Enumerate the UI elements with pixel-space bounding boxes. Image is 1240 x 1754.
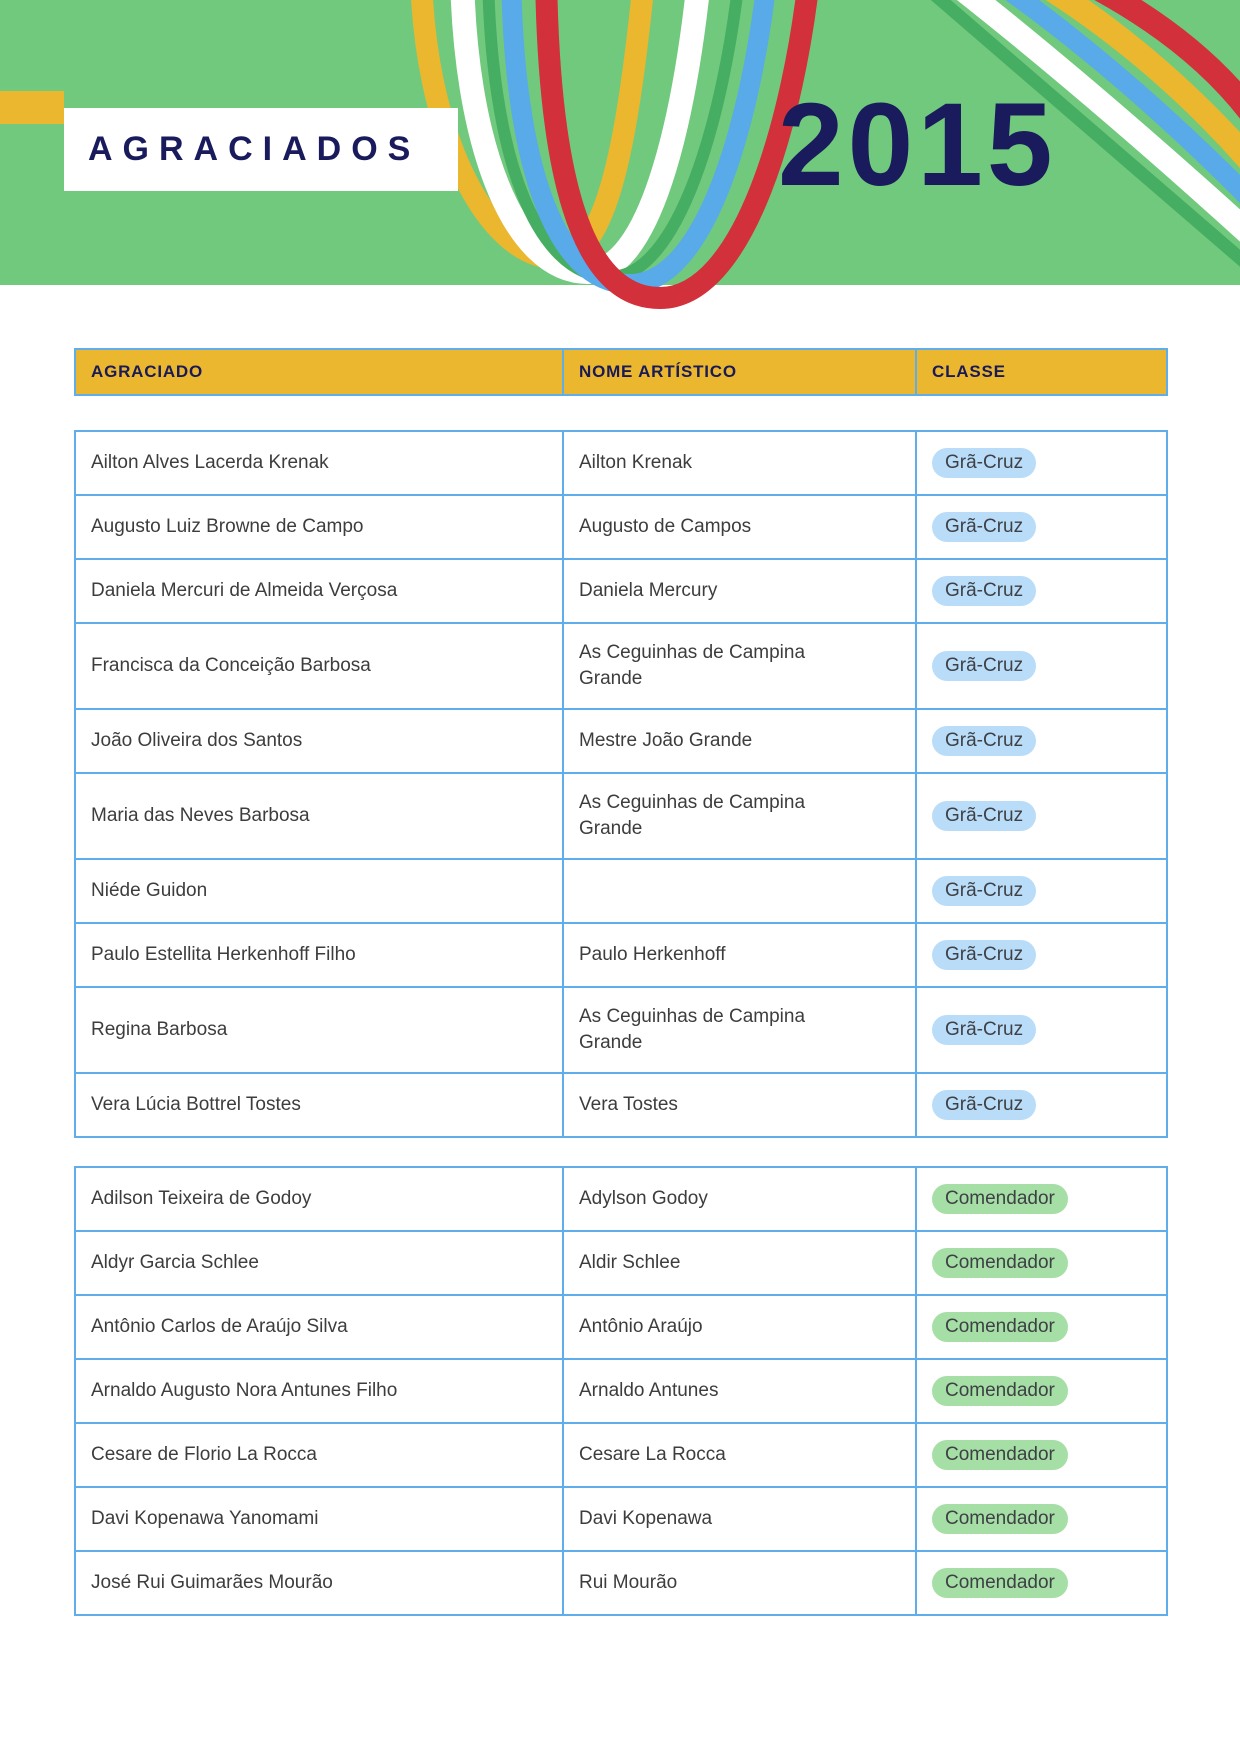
nome-artistico-text: Rui Mourão [579,1572,678,1593]
table-row [75,859,1167,923]
cell-agraciado: Vera Lúcia Bottrel Tostes [75,1073,563,1137]
column-header-strip [74,348,1168,396]
cell-classe [916,859,1167,923]
cell-classe [916,709,1167,773]
classe-badge: Grã-Cruz [932,801,1036,831]
page-title: AGRACIADOS [88,130,421,168]
cell-classe [916,773,1167,859]
cell-agraciado: Cesare de Florio La Rocca [75,1423,563,1487]
column-header-row [75,349,1167,395]
table-row [75,709,1167,773]
table-row [75,431,1167,495]
cell-nome-artistico [563,431,916,495]
cell-classe [916,1551,1167,1615]
classe-badge: Grã-Cruz [932,576,1036,606]
table-row [75,1231,1167,1295]
nome-artistico-text: Adylson Godoy [579,1188,708,1209]
cell-agraciado: Ailton Alves Lacerda Krenak [75,431,563,495]
nome-artistico-text: Ailton Krenak [579,452,693,473]
classe-badge: Grã-Cruz [932,1090,1036,1120]
nome-artistico-text: As Ceguinhas de Campina Grande [579,1006,806,1053]
cell-nome-artistico [563,709,916,773]
table-row [75,559,1167,623]
table-row [75,1551,1167,1615]
cell-nome-artistico [563,623,916,709]
classe-badge: Comendador [932,1184,1068,1214]
table-row [75,1295,1167,1359]
table-row [75,1167,1167,1231]
column-header-classe: CLASSE [916,349,1167,395]
nome-artistico-text: As Ceguinhas de Campina Grande [579,792,806,839]
column-header-nome-artistico: NOME ARTÍSTICO [563,349,916,395]
nome-artistico-text: Mestre João Grande [579,730,753,751]
cell-agraciado: Augusto Luiz Browne de Campo [75,495,563,559]
cell-classe [916,1423,1167,1487]
table-row [75,923,1167,987]
table-row [75,1073,1167,1137]
cell-classe [916,431,1167,495]
cell-classe [916,987,1167,1073]
cell-agraciado: José Rui Guimarães Mourão [75,1551,563,1615]
cell-agraciado: Maria das Neves Barbosa [75,773,563,859]
cell-agraciado: Arnaldo Augusto Nora Antunes Filho [75,1359,563,1423]
classe-badge: Comendador [932,1248,1068,1278]
classe-badge: Grã-Cruz [932,940,1036,970]
nome-artistico-text: As Ceguinhas de Campina Grande [579,642,806,689]
nome-artistico-text: Cesare La Rocca [579,1444,726,1465]
table-row [75,623,1167,709]
cell-classe [916,559,1167,623]
classe-badge: Comendador [932,1376,1068,1406]
cell-agraciado: Daniela Mercuri de Almeida Verçosa [75,559,563,623]
classe-badge: Comendador [932,1312,1068,1342]
cell-agraciado: Paulo Estellita Herkenhoff Filho [75,923,563,987]
cell-classe [916,923,1167,987]
nome-artistico-text: Antônio Araújo [579,1316,703,1337]
awards-content [74,348,1166,1616]
table-row [75,1487,1167,1551]
cell-nome-artistico [563,1551,916,1615]
cell-nome-artistico [563,859,916,923]
cell-classe [916,495,1167,559]
nome-artistico-text: Aldir Schlee [579,1252,681,1273]
cell-agraciado: Regina Barbosa [75,987,563,1073]
title-box [64,108,458,191]
classe-badge: Grã-Cruz [932,651,1036,681]
table-row [75,987,1167,1073]
cell-nome-artistico [563,923,916,987]
cell-classe [916,1231,1167,1295]
cell-classe [916,623,1167,709]
classe-badge: Grã-Cruz [932,512,1036,542]
award-sections [74,430,1166,1616]
hero-banner [0,0,1240,330]
cell-nome-artistico [563,987,916,1073]
cell-nome-artistico [563,495,916,559]
cell-agraciado: Davi Kopenawa Yanomami [75,1487,563,1551]
cell-nome-artistico [563,559,916,623]
cell-agraciado: Francisca da Conceição Barbosa [75,623,563,709]
awards-table-gra-cruz [74,430,1168,1138]
cell-nome-artistico [563,1073,916,1137]
cell-agraciado: Adilson Teixeira de Godoy [75,1167,563,1231]
classe-badge: Comendador [932,1440,1068,1470]
cell-nome-artistico [563,1231,916,1295]
table-row [75,1359,1167,1423]
nome-artistico-text: Daniela Mercury [579,580,718,601]
nome-artistico-text: Augusto de Campos [579,516,752,537]
cell-nome-artistico [563,1487,916,1551]
classe-badge: Grã-Cruz [932,1015,1036,1045]
classe-badge: Grã-Cruz [932,448,1036,478]
cell-agraciado: Aldyr Garcia Schlee [75,1231,563,1295]
cell-nome-artistico [563,1359,916,1423]
table-row [75,773,1167,859]
cell-classe [916,1295,1167,1359]
year-label: 2015 [778,79,1057,211]
table-row [75,1423,1167,1487]
yellow-accent-tab [0,91,64,124]
nome-artistico-text: Vera Tostes [579,1094,678,1115]
cell-agraciado: João Oliveira dos Santos [75,709,563,773]
classe-badge: Comendador [932,1504,1068,1534]
cell-nome-artistico [563,1295,916,1359]
cell-agraciado: Niéde Guidon [75,859,563,923]
table-row [75,495,1167,559]
nome-artistico-text: Davi Kopenawa [579,1508,713,1529]
cell-classe [916,1359,1167,1423]
nome-artistico-text: Paulo Herkenhoff [579,944,726,965]
cell-agraciado: Antônio Carlos de Araújo Silva [75,1295,563,1359]
classe-badge: Grã-Cruz [932,726,1036,756]
cell-nome-artistico [563,1423,916,1487]
cell-classe [916,1073,1167,1137]
cell-nome-artistico [563,773,916,859]
cell-nome-artistico [563,1167,916,1231]
column-header-agraciado: AGRACIADO [75,349,563,395]
awards-table-comendador [74,1166,1168,1616]
cell-classe [916,1167,1167,1231]
classe-badge: Comendador [932,1568,1068,1598]
cell-classe [916,1487,1167,1551]
classe-badge: Grã-Cruz [932,876,1036,906]
nome-artistico-text: Arnaldo Antunes [579,1380,719,1401]
